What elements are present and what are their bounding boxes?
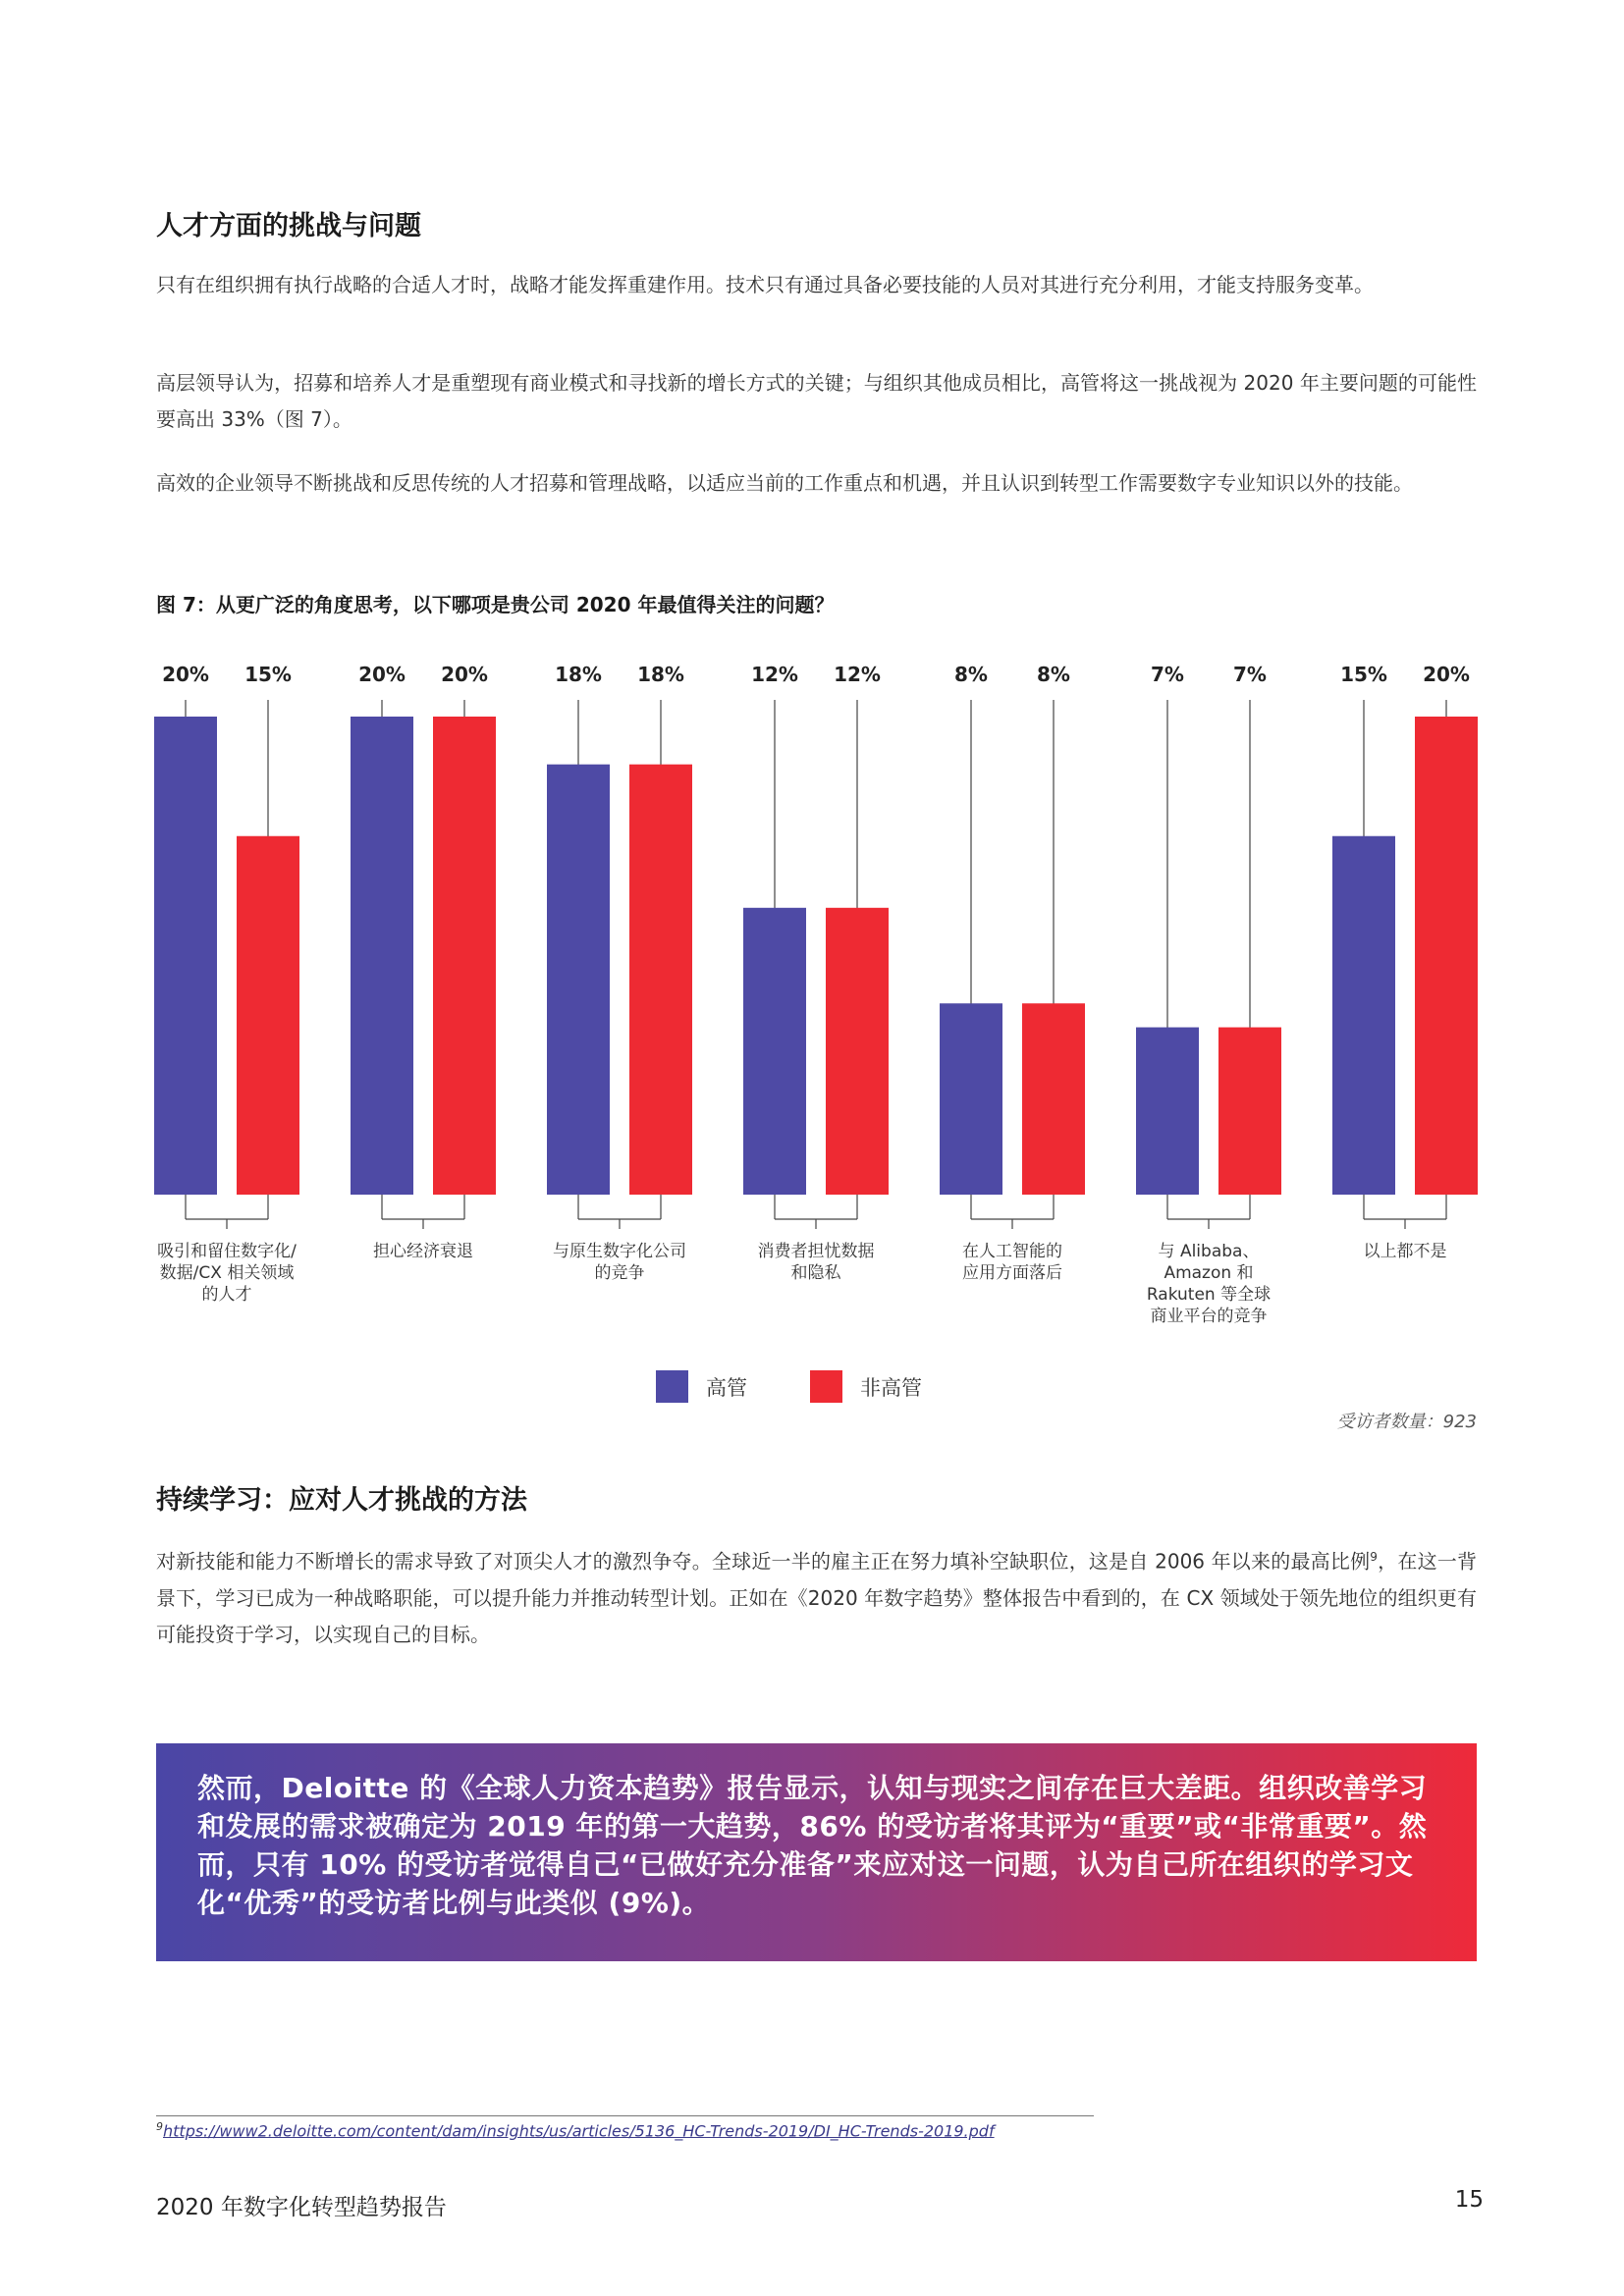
category-label: 消费者担忧数据 bbox=[757, 1242, 875, 1261]
bar-value-label: 7% bbox=[1233, 663, 1267, 686]
footnote-link[interactable]: https://www2.deloitte.com/content/dam/insights/us/articles/5136_HC-Trends-2019/DI_HC-Trends-2019.pdf bbox=[163, 2121, 995, 2141]
category-label: 以上都不是 bbox=[1363, 1242, 1447, 1261]
section-title-learning: 持续学习：应对人才挑战的方法 bbox=[156, 1485, 527, 1516]
legend-item-nonexec bbox=[810, 1370, 922, 1403]
bar-value-label: 18% bbox=[555, 663, 602, 686]
bar-2-0 bbox=[547, 765, 610, 1195]
footnote-number: 9 bbox=[156, 2120, 163, 2133]
bar-value-label: 7% bbox=[1151, 663, 1184, 686]
category-label: 数据/CX 相关领域 bbox=[159, 1263, 295, 1283]
chart-legend bbox=[656, 1370, 985, 1403]
bar-6-0 bbox=[1332, 836, 1395, 1195]
bar-2-1 bbox=[629, 765, 692, 1195]
footer-title: 2020 年数字化转型趋势报告 bbox=[156, 2195, 447, 2220]
footnote bbox=[156, 2120, 995, 2140]
bar-6-1 bbox=[1415, 717, 1478, 1195]
bar-value-label: 15% bbox=[1340, 663, 1387, 686]
category-label: 和隐私 bbox=[790, 1263, 841, 1283]
bar-value-label: 8% bbox=[954, 663, 988, 686]
bar-0-0 bbox=[154, 717, 217, 1195]
callout-box bbox=[156, 1743, 1477, 1961]
bar-4-1 bbox=[1022, 1003, 1085, 1195]
bar-1-0 bbox=[351, 717, 413, 1195]
category-label: Amazon 和 bbox=[1164, 1263, 1254, 1283]
bar-value-label: 20% bbox=[441, 663, 488, 686]
section-title-talent: 人才方面的挑战与问题 bbox=[156, 211, 421, 241]
bar-1-1 bbox=[433, 717, 496, 1195]
category-label: 吸引和留住数字化/ bbox=[157, 1242, 297, 1261]
legend-label-nonexec: 非高管 bbox=[860, 1375, 922, 1400]
footnote-ref: 9 bbox=[1370, 1550, 1378, 1564]
bar-value-label: 20% bbox=[1423, 663, 1470, 686]
bar-value-label: 20% bbox=[358, 663, 406, 686]
respondent-count: 受访者数量：923 bbox=[1336, 1412, 1477, 1432]
paragraph-1: 只有在组织拥有执行战略的合适人才时，战略才能发挥重建作用。技术只有通过具备必要技能的人员对其进行充分利用，才能支持服务变革。 bbox=[156, 273, 1374, 296]
paragraph-2: 高层领导认为，招募和培养人才是重塑现有商业模式和寻找新的增长方式的关键；与组织其他成员相比，高管将这一挑战视为 2020 年主要问题的可能性要高出 33%（图 7）。 bbox=[156, 371, 1477, 431]
legend-item-exec bbox=[656, 1370, 747, 1403]
category-label: Rakuten 等全球 bbox=[1146, 1285, 1272, 1305]
bar-value-label: 12% bbox=[834, 663, 881, 686]
legend-swatch-exec bbox=[656, 1370, 688, 1403]
paragraph-4-part-b: ，在这一背景下，学习已成为一种战略职能，可以提升能力并推动转型计划。正如在《2020 年数字趋势》整体报告中看到的，在 CX 领域处于领先地位的组织更有可能投资于学习，以实现自己的目标。 bbox=[156, 1549, 1477, 1646]
callout-text: 然而，Deloitte 的《全球人力资本趋势》报告显示，认知与现实之间存在巨大差距。组织改善学习和发展的需求被确定为 2019 年的第一大趋势，86% 的受访者将其评为“重要”或“非常重要”。然而，只有 10% 的受访者觉得自己“已做好充分准备”来应对这一问题，认为自己所在组织的学习文化“优秀”的受访者比例与此类似 (9%)。 bbox=[197, 1772, 1428, 1919]
page-number: 15 bbox=[1454, 2187, 1484, 2213]
figure-title: 图 7：从更广泛的角度思考，以下哪项是贵公司 2020 年最值得关注的问题？ bbox=[156, 593, 835, 616]
category-label: 的人才 bbox=[201, 1285, 252, 1305]
bar-4-0 bbox=[940, 1003, 1002, 1195]
category-label: 的竞争 bbox=[594, 1263, 645, 1283]
paragraph-3: 高效的企业领导不断挑战和反思传统的人才招募和管理战略，以适应当前的工作重点和机遇，并且认识到转型工作需要数字专业知识以外的技能。 bbox=[156, 471, 1413, 495]
bar-3-0 bbox=[743, 908, 806, 1195]
bar-3-1 bbox=[826, 908, 889, 1195]
bar-value-label: 12% bbox=[751, 663, 798, 686]
footnote-divider bbox=[156, 2115, 1094, 2116]
category-label: 担心经济衰退 bbox=[373, 1242, 473, 1261]
paragraph-4-part-a: 对新技能和能力不断增长的需求导致了对顶尖人才的激烈争夺。全球近一半的雇主正在努力填补空缺职位，这是自 2006 年以来的最高比例 bbox=[156, 1549, 1371, 1574]
bar-0-1 bbox=[237, 836, 299, 1195]
paragraph-4 bbox=[156, 1539, 1477, 1653]
category-label: 与 Alibaba、 bbox=[1158, 1242, 1260, 1261]
bar-value-label: 8% bbox=[1037, 663, 1070, 686]
category-label: 与原生数字化公司 bbox=[553, 1242, 686, 1261]
bar-5-0 bbox=[1136, 1028, 1199, 1195]
category-label: 应用方面落后 bbox=[962, 1263, 1062, 1283]
category-label: 在人工智能的 bbox=[962, 1242, 1062, 1261]
bar-value-label: 18% bbox=[637, 663, 684, 686]
bar-value-label: 15% bbox=[244, 663, 292, 686]
legend-swatch-nonexec bbox=[810, 1370, 842, 1403]
bar-value-label: 20% bbox=[162, 663, 209, 686]
legend-label-exec: 高管 bbox=[706, 1375, 747, 1400]
category-label: 商业平台的竞争 bbox=[1150, 1307, 1268, 1326]
bar-5-1 bbox=[1218, 1028, 1281, 1195]
